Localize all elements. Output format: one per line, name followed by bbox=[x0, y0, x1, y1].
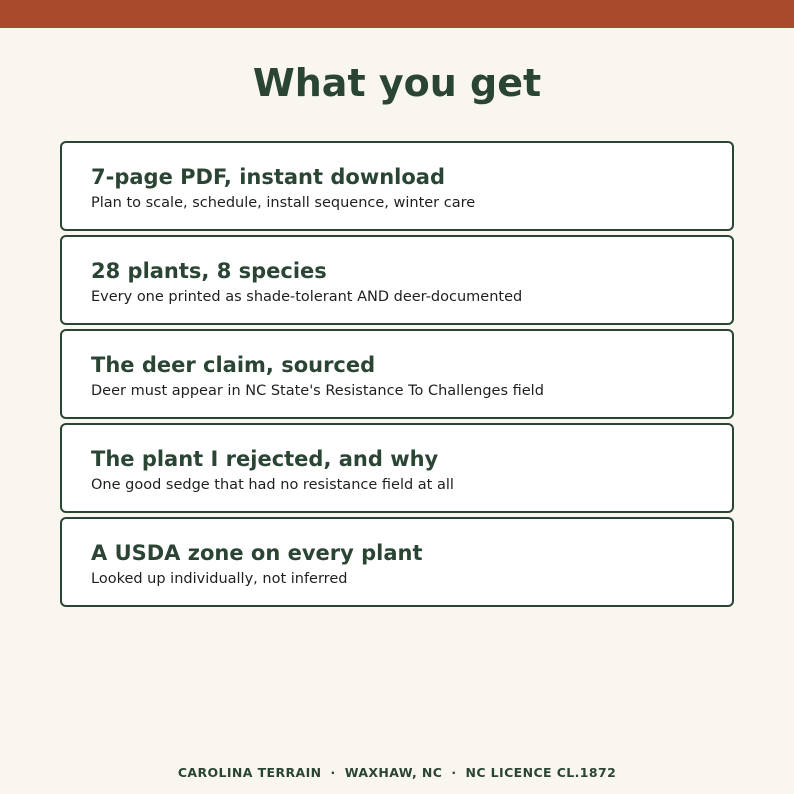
feature-card-title: 7-page PDF, instant download bbox=[91, 165, 445, 189]
feature-card-description: One good sedge that had no resistance field at all bbox=[91, 477, 454, 493]
feature-card-description: Looked up individually, not inferred bbox=[91, 571, 348, 587]
page-title: What you get bbox=[252, 61, 542, 105]
footer-separator: · bbox=[330, 765, 336, 780]
footer-company-name: CAROLINA TERRAIN bbox=[177, 765, 322, 780]
footer-licence: NC LICENCE CL.1872 bbox=[465, 765, 617, 780]
feature-card-title: 28 plants, 8 species bbox=[91, 259, 327, 283]
feature-card bbox=[60, 517, 734, 607]
feature-card-title: The deer claim, sourced bbox=[91, 353, 376, 377]
accent-top-bar bbox=[0, 0, 794, 28]
feature-card bbox=[60, 329, 734, 419]
footer-separator: · bbox=[451, 765, 457, 780]
feature-card-description: Every one printed as shade-tolerant AND deer-documented bbox=[91, 289, 523, 305]
feature-card bbox=[60, 423, 734, 513]
feature-card-description: Deer must appear in NC State's Resistance To Challenges field bbox=[91, 383, 544, 399]
feature-card-title: A USDA zone on every plant bbox=[91, 541, 423, 565]
feature-card bbox=[60, 141, 734, 231]
feature-card-title: The plant I rejected, and why bbox=[91, 447, 439, 471]
feature-card-description: Plan to scale, schedule, install sequence, winter care bbox=[91, 195, 476, 211]
footer-location: WAXHAW, NC bbox=[344, 765, 443, 780]
feature-card bbox=[60, 235, 734, 325]
feature-card-list bbox=[60, 141, 734, 607]
footer-credits bbox=[0, 764, 794, 782]
